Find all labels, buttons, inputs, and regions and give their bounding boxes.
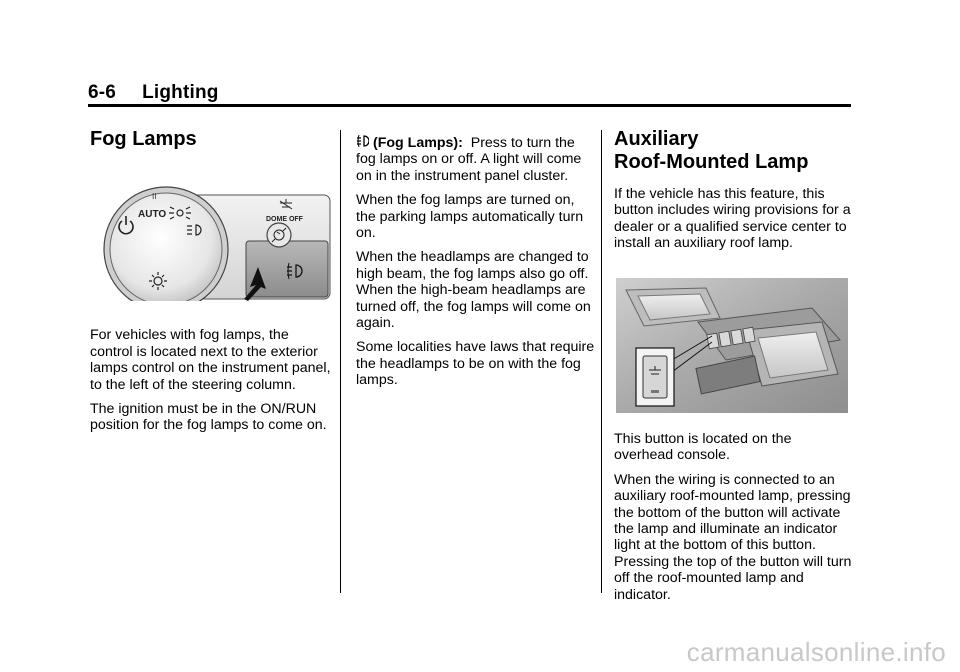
fog-lamps-para-highbeam: When the headlamps are changed to high beam, the fog lamps also go off. When the high-beam headlamps are turned off, the fog lamps will come on again. <box>356 249 591 332</box>
auxiliary-para-3: When the wiring is connected to an auxiliary roof-mounted lamp, pressing the bottom of the button will activate the lamp and illuminate an indicator light at the bottom of this button. Pressing the top of the button will turn off the roof-mounted lamp and indicator. <box>614 471 852 603</box>
column-divider-1 <box>340 130 341 593</box>
fog-lamps-para-laws: Some localities have laws that require the headlamps to be on with the fog lamps. <box>356 339 595 389</box>
fog-lamps-lead: (Fog Lamps): <box>373 135 463 151</box>
fog-lamps-heading: Fog Lamps <box>90 128 197 150</box>
fog-lamps-para-1: For vehicles with fog lamps, the control is located next to the exterior lamps control on the instrument panel, to the left of the steering column. <box>90 327 331 393</box>
auxiliary-para-1: If the vehicle has this feature, this button includes wiring provisions for a dealer or a qualified service center to install an auxiliary roof lamp. <box>614 186 851 252</box>
watermark: carmanualsonline.info <box>686 637 946 667</box>
fog-lamps-para-2: The ignition must be in the ON/RUN position for the fog lamps to come on. <box>90 401 327 434</box>
section-title: Lighting <box>142 82 219 103</box>
svg-text:II: II <box>152 192 157 201</box>
auto-label: AUTO <box>138 209 167 220</box>
page-number: 6-6 <box>88 82 117 103</box>
auxiliary-para-2: This button is located on the overhead console. <box>614 431 792 464</box>
page-header <box>88 82 219 104</box>
column-auxiliary-lamp <box>614 128 854 611</box>
fog-lamps-para-parking: When the fog lamps are turned on, the parking lamps automatically turn on. <box>356 192 584 242</box>
auxiliary-heading-line-1: Auxiliary <box>614 128 699 150</box>
indicator-light <box>651 390 659 393</box>
interior-lamp-knob <box>267 223 291 247</box>
auxiliary-heading-line-2: Roof-Mounted Lamp <box>614 151 809 173</box>
dome-off-label: DOME OFF <box>266 216 303 223</box>
column-divider-2 <box>601 130 602 593</box>
fog-lamps-button-desc: Press to turn the fog lamps on or off. A light will come on in the instrument panel cluster. <box>356 135 582 184</box>
header-rule <box>88 104 851 107</box>
headlamp-control-illustration <box>96 183 332 301</box>
fog-lamp-icon <box>356 133 369 149</box>
auxiliary-heading <box>614 128 854 174</box>
column-fog-lamps-button <box>356 133 596 397</box>
column-fog-lamps <box>90 128 332 442</box>
overhead-console-illustration <box>616 278 848 413</box>
